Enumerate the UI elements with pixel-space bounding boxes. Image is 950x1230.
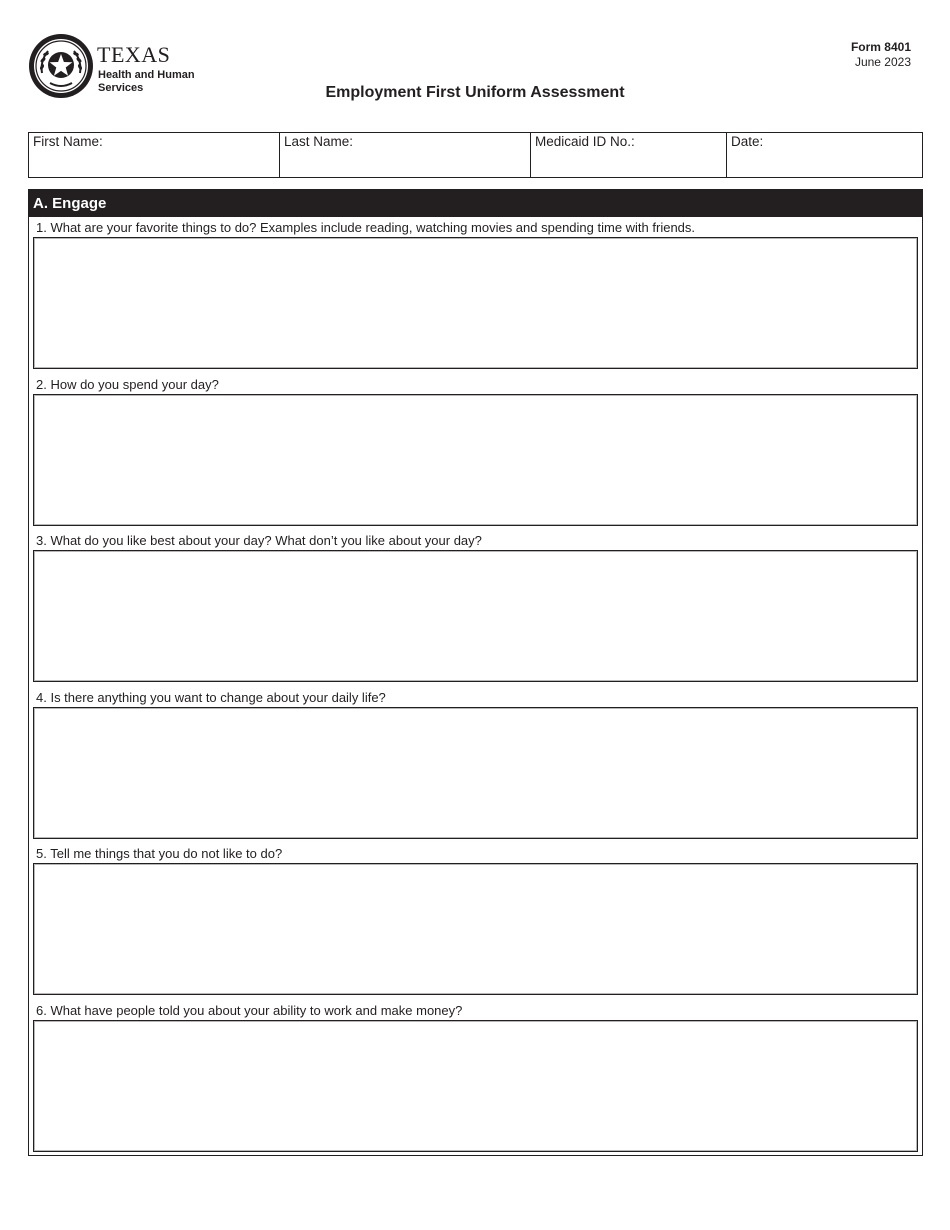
date-field[interactable] [727, 133, 922, 177]
question-2-answer[interactable] [33, 394, 918, 526]
question-5-label: 5. Tell me things that you do not like to do? [36, 846, 283, 861]
logo-agency-line1: Health and Human [98, 69, 195, 81]
medicaid-id-field[interactable] [531, 133, 727, 177]
date-label: Date: [731, 134, 764, 149]
medicaid-id-label: Medicaid ID No.: [535, 134, 635, 149]
logo-agency-line2: Services [98, 82, 144, 94]
question-4-label: 4. Is there anything you want to change about your daily life? [36, 690, 386, 705]
first-name-field[interactable] [29, 133, 280, 177]
question-1-answer[interactable] [33, 237, 918, 369]
form-number: Form 8401 [850, 40, 911, 54]
question-5-answer[interactable] [33, 863, 918, 995]
question-3-answer[interactable] [33, 550, 918, 682]
question-2-label: 2. How do you spend your day? [36, 377, 219, 392]
section-engage [28, 189, 923, 1156]
question-6-label: 6. What have people told you about your ability to work and make money? [36, 1003, 463, 1018]
question-4-answer[interactable] [33, 707, 918, 839]
section-header: A. Engage [29, 190, 922, 217]
logo-texas-text: TEXAS [97, 42, 171, 67]
question-3-label: 3. What do you like best about your day? What don’t you like about your day? [36, 533, 482, 548]
question-6-answer[interactable] [33, 1020, 918, 1152]
question-1-label: 1. What are your favorite things to do? Examples include reading, watching movies and spending time with friends. [36, 220, 696, 235]
form-date: June 2023 [854, 55, 911, 69]
page-title: Employment First Uniform Assessment [325, 84, 625, 101]
identification-fields [28, 132, 923, 178]
first-name-label: First Name: [33, 134, 103, 149]
last-name-label: Last Name: [284, 134, 354, 149]
last-name-field[interactable] [280, 133, 531, 177]
